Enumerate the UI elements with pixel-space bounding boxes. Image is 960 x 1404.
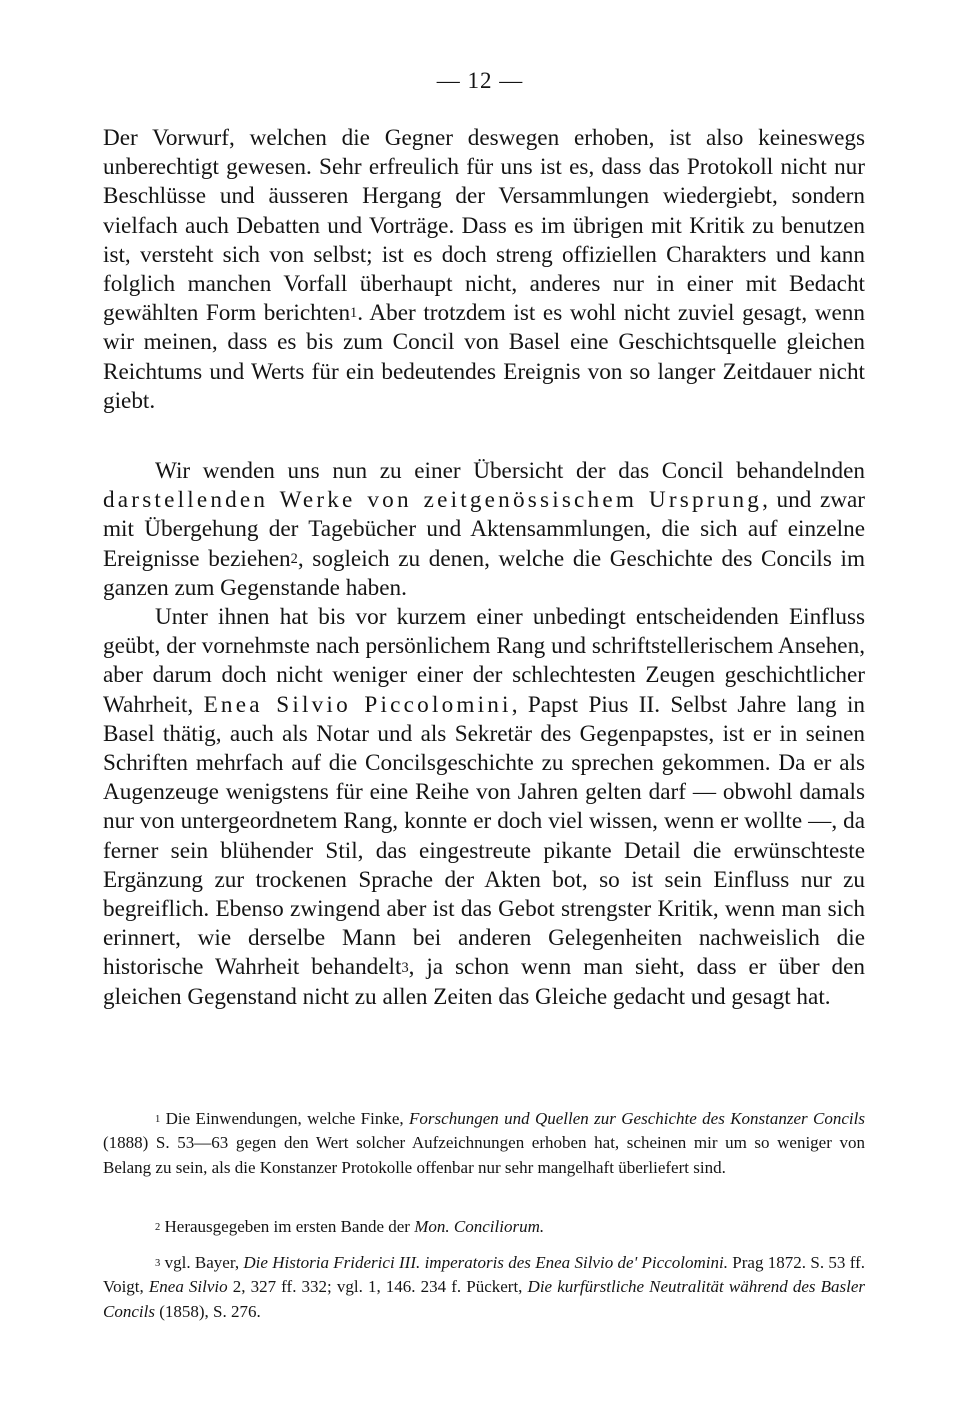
paragraph-2-text-a: Wir wenden uns nun zu einer Übersicht der das Concil behandelnden — [155, 458, 865, 484]
paragraph-2 — [103, 457, 865, 603]
footnote-1-text-b: (1888) S. 53—63 gegen den Wert solcher Aufzeichnungen erhoben hat, scheinen mir um so weniger von Belang zu sein, als die Konstanzer Protokolle offenbar nur sehr mangelhaft überliefert sind. — [103, 1133, 865, 1177]
footnote-1 — [103, 1107, 865, 1180]
paragraph-3-text-a: Unter ihnen hat bis vor kurzem einer unbedingt entscheidenden Einfluss geübt, der vornehmste nach persönlichem Rang und schriftstellerischem Ansehen, aber darum doch nicht weniger einer der schlechtesten Zeugen geschichtlicher Wahrheit, — [103, 604, 865, 718]
footnote-3-text-d: (1858), S. 276. — [154, 1301, 261, 1321]
paragraph-1 — [103, 124, 865, 416]
footnote-3-text — [103, 1251, 865, 1324]
footnote-3-text-a: vgl. Bayer, — [160, 1253, 244, 1272]
footnote-ref-1: 1 — [350, 305, 358, 322]
footnote-1-title: Forschungen und Quellen zur Geschichte des Konstanzer Concils — [409, 1109, 865, 1128]
footnote-3-text-b: Prag 1872. S. 53 ff. Voigt, — [103, 1253, 865, 1297]
footnote-ref-3: 3 — [401, 959, 409, 976]
footnote-ref-2: 2 — [290, 550, 298, 567]
paragraph-1-text-after: . Aber trotzdem ist es wohl nicht zuviel gesagt, wenn wir meinen, dass es bis zum Concil von Basel eine Geschichtsquelle gleichen Reichtums und Werts für ein bedeutendes Ereignis von so langer Zeitdauer nicht giebt. — [103, 300, 865, 414]
footnote-2-mark: 2 — [155, 1221, 161, 1233]
footnote-3-title-c: Die kurfürstliche Neutralität während des Basler Concils — [103, 1277, 865, 1321]
paragraph-2-text-c: , sogleich zu denen, welche die Geschichte des Concils im ganzen zum Gegenstande haben. — [103, 545, 865, 601]
footnote-2 — [103, 1215, 865, 1239]
paragraph-1-text: Der Vorwurf, welchen die Gegner deswegen erhoben, ist also keineswegs unberechtigt gewesen. Sehr erfreulich für uns ist es, dass das Protokoll nicht nur Beschlüsse und äusseren Hergang der Versammlungen wiedergiebt, sondern vielfach auch Debatten und Vorträge. Dass es im übrigen mit Kritik zu benutzen ist, versteht sich von selbst; ist es doch streng offiziellen Charakters und kann folglich manchen Vorfall überhaupt nicht, anderes nur in einer mit Bedacht gewählten Form berichten — [103, 125, 865, 327]
paragraph-3-text-b: , Papst Pius II. Selbst Jahre lang in Basel thätig, auch als Notar und als Sekretär des Gegenpapstes, ist er in seinen Schriften mehrfach auf die Concilsgeschichte zu sprechen gekommen. Da er als Augenzeuge wenigstens für eine Reihe von Jahren gelten darf — obwohl damals nur von untergeordnetem Rang, konnte er doch viel wissen, wenn er wollte —, da ferner sein blühender Stil, das eingestreute pikante Detail die erwünschteste Ergänzung zur trockenen Sprache der Akten bot, so ist sein Einfluss nur zu begreiflich. Ebenso zwingend aber ist das Gebot strengster Kritik, wenn man sich erinnert, wie derselbe Mann bei anderen Gelegenheiten nachweislich die historische Wahrheit behandelt — [103, 691, 866, 981]
body-section-2 — [103, 457, 865, 1012]
footnote-2-text — [103, 1215, 865, 1239]
footnote-1-text-a: Die Einwendungen, welche Finke, — [160, 1109, 410, 1128]
paragraph-2-spaced-emphasis: darstellenden Werke von zeitgenössischem Ursprung — [103, 487, 763, 514]
page-number: — 12 — — [436, 68, 524, 93]
footnote-3-title-b: Enea Silvio — [148, 1277, 228, 1297]
paragraph-3-text-c: , ja schon wenn man sieht, dass er über den gleichen Gegenstand nicht zu allen Zeiten das Gleiche gedacht und gesagt hat. — [103, 954, 865, 1010]
paragraph-3-spaced-emphasis: Enea Silvio Piccolomini — [203, 691, 512, 718]
footnote-3-title-a: Die Historia Friderici III. imperatoris des Enea Silvio de' Piccolomini. — [243, 1253, 728, 1272]
footnote-3-mark: 3 — [155, 1257, 161, 1269]
footnote-2-title: Mon. Conciliorum. — [414, 1217, 545, 1236]
paragraph-3 — [103, 603, 865, 1012]
footnote-3-text-c: 2, 327 ff. 332; vgl. 1, 146. 234 f. Pückert, — [227, 1277, 528, 1297]
footnote-1-mark: 1 — [155, 1113, 161, 1125]
footnote-3 — [103, 1251, 865, 1324]
paragraph-2-text-b: , und zwar mit Übergehung der Tagebücher und Aktensammlungen, die sich auf einzelne Ereignisse beziehen — [103, 487, 865, 572]
body-section-1 — [103, 124, 865, 416]
footnote-2-text-a: Herausgegeben im ersten Bande der — [160, 1217, 415, 1236]
footnote-1-text — [103, 1107, 865, 1180]
